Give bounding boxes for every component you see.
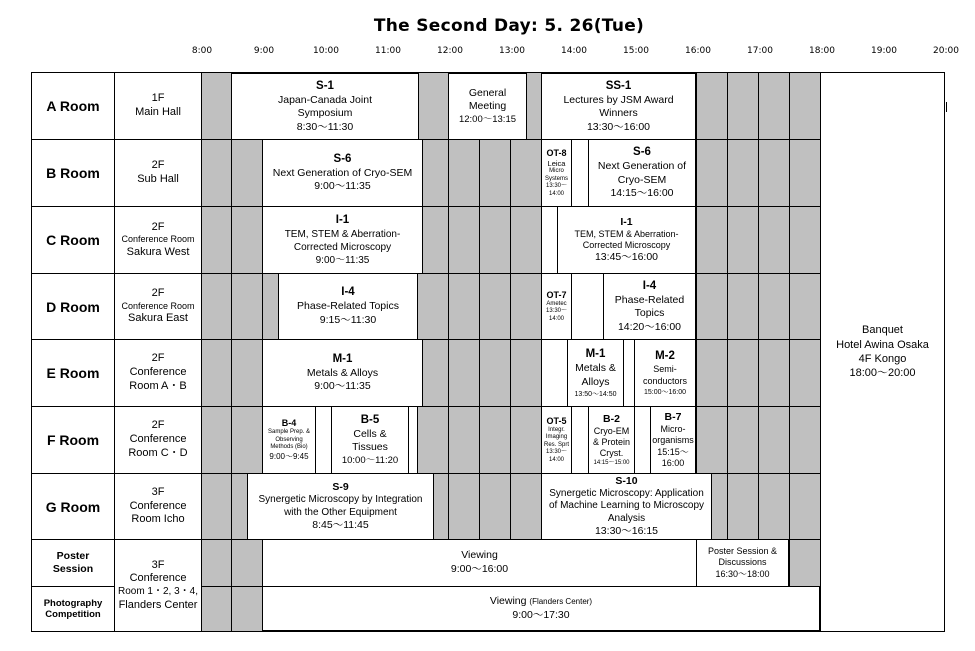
session-title: Micro- (660, 424, 686, 435)
session-c-i1-morning[interactable] (262, 206, 423, 274)
hour-label: 15:00 (623, 46, 649, 56)
hour-label: 13:00 (499, 46, 525, 56)
session-time: 13:30～16:15 (594, 525, 659, 538)
session-title: Systems (544, 175, 568, 182)
col-divider (789, 73, 790, 631)
session-time: 13:45～16:00 (594, 251, 659, 264)
session-title: Sample Prep. & (267, 429, 311, 436)
location-label: Flanders Center (118, 598, 198, 611)
session-time: 9:00～16:00 (450, 563, 509, 575)
session-code: I-1 (335, 214, 350, 227)
session-title: Cryo-SEM (617, 173, 667, 186)
session-title: with the Other Equipment (284, 506, 397, 518)
location-label: Room C・D (128, 446, 188, 459)
floor-label: 2F (151, 419, 165, 432)
session-time: 14:15～15:00 (593, 459, 630, 466)
session-title: Meeting (468, 100, 507, 113)
session-title: conductors (642, 375, 688, 386)
location-label: Conference (129, 572, 187, 585)
session-code: S-6 (333, 152, 352, 165)
session-code: I-4 (341, 286, 355, 299)
hour-label: 12:00 (437, 46, 463, 56)
location-label: Conference (129, 366, 187, 379)
col-divider (201, 73, 202, 631)
session-f-b7[interactable] (650, 406, 696, 474)
session-time: 13:30～ (545, 308, 567, 315)
session-code: S-10 (615, 474, 638, 487)
session-time: 10:00～11:20 (341, 454, 399, 466)
room-location (115, 407, 201, 473)
page-title: The Second Day: 5. 26(Tue) (373, 16, 645, 36)
session-d-i4-morning[interactable] (278, 273, 418, 340)
session-title: Leica (547, 158, 566, 168)
location-label: Sakura East (128, 312, 188, 325)
hour-label: 18:00 (809, 46, 835, 56)
session-time: 14:00 (548, 456, 564, 463)
session-title: Alloys (581, 375, 610, 388)
session-f-b4[interactable] (262, 406, 316, 474)
session-b-s6-morning[interactable] (262, 139, 423, 207)
photography-viewing[interactable] (262, 586, 820, 631)
session-title: Phase-Related Topics (297, 300, 399, 313)
session-title: Cells & (353, 427, 387, 440)
session-title: Cryo-EM (593, 425, 630, 436)
session-code: S-9 (332, 480, 349, 493)
session-time: 14:00 (548, 315, 564, 322)
session-title: Cryst. (599, 448, 624, 459)
session-title: Next Generation of Cryo-SEM (272, 166, 413, 179)
location-label: Conference (129, 499, 187, 512)
room-location (115, 540, 201, 631)
room-name: E Room (32, 340, 114, 406)
location-label: Main Hall (135, 106, 181, 118)
ruler-tick (946, 102, 947, 112)
location-label: Conference Room (121, 234, 195, 245)
hour-label: 20:00 (933, 46, 959, 56)
session-title: TEM, STEM & Aberration- (284, 228, 401, 240)
session-title: Micro (549, 168, 564, 175)
session-title: Japan-Canada Joint (278, 93, 372, 106)
session-title: Res. Sprt (543, 441, 569, 448)
floor-label: 2F (151, 159, 165, 172)
session-title: Integr. (548, 426, 565, 433)
session-f-b2[interactable] (588, 406, 635, 474)
session-time: 15:00～16:00 (643, 388, 687, 396)
session-title: Viewing (461, 549, 498, 562)
time-axis (0, 40, 975, 74)
room-name: G Room (32, 474, 114, 539)
session-code: M-1 (332, 352, 353, 365)
col-divider (231, 73, 232, 631)
session-code: B-4 (281, 418, 297, 429)
room-location (115, 274, 201, 339)
session-d-ot7[interactable] (541, 273, 572, 340)
poster-viewing[interactable] (262, 539, 697, 587)
session-time: 13:50～14:50 (574, 390, 617, 398)
session-time: 8:45～11:45 (312, 519, 369, 531)
gray-band-early (202, 73, 231, 631)
session-code: S-6 (633, 146, 651, 159)
session-time: 13:30～ (545, 449, 567, 456)
floor-label: 2F (151, 220, 165, 233)
location-label: Sakura West (126, 245, 190, 258)
room-name: F Room (32, 407, 114, 473)
session-title: & Protein (592, 437, 631, 448)
room-name: B Room (32, 140, 114, 206)
session-time: 9:00～17:30 (512, 608, 570, 621)
location-label: Conference Room (121, 300, 195, 311)
session-code: OT-7 (546, 289, 567, 300)
session-time: 9:15～11:30 (319, 313, 377, 326)
room-name: Poster Session (32, 540, 114, 586)
session-b-ot8[interactable] (541, 139, 572, 207)
session-time: 9:00～9:45 (269, 451, 309, 461)
room-location (115, 340, 201, 406)
hour-label: 14:00 (561, 46, 587, 56)
banquet-title: Banquet (862, 324, 903, 337)
location-label: Room A・B (129, 379, 187, 392)
session-title: Symposium (297, 107, 353, 120)
session-title: Imaging (545, 434, 568, 441)
hour-label: 16:00 (685, 46, 711, 56)
session-g-s9[interactable] (247, 473, 434, 540)
session-e-m2[interactable] (634, 339, 696, 407)
hour-label: 17:00 (747, 46, 773, 56)
session-time: 14:00 (548, 190, 564, 197)
session-title: General (468, 86, 507, 99)
location-label: Room 1・2, 3・4, (117, 586, 199, 598)
hour-label: 9:00 (253, 46, 275, 56)
session-code: SS-1 (605, 79, 632, 92)
session-title: Semi- (653, 364, 677, 375)
banquet-room: 4F Kongo (858, 353, 907, 365)
session-time: 13:30～16:00 (586, 120, 651, 133)
session-title: Synergetic Microscopy by Integration (258, 494, 423, 505)
session-f-b5[interactable] (331, 406, 409, 474)
session-time: 14:15～16:00 (610, 187, 674, 200)
banquet[interactable] (820, 73, 944, 631)
hour-label: 19:00 (871, 46, 897, 56)
room-location (115, 140, 201, 206)
room-location (115, 474, 201, 539)
hour-label: 8:00 (191, 46, 213, 56)
session-title: Methods (Bio) (270, 444, 308, 451)
session-time: 8:30～11:30 (296, 120, 354, 133)
room-name: A Room (32, 73, 114, 139)
session-a-s1[interactable] (231, 73, 419, 140)
session-code: I-1 (620, 215, 633, 228)
room-location (115, 73, 201, 139)
session-time: 9:00～11:35 (315, 254, 370, 266)
session-time: 16:00 (661, 457, 685, 468)
session-title: Discussions (718, 557, 767, 568)
session-title: Analysis (607, 512, 646, 524)
location-label: Conference (129, 433, 187, 446)
session-time: 16:30～18:00 (715, 568, 770, 579)
session-title: Synergetic Microscopy: Application (549, 487, 704, 499)
session-time: 15:15～ (657, 446, 689, 457)
session-title: of Machine Learning to Microscopy (548, 500, 705, 512)
session-title: Tissues (352, 441, 388, 454)
location-label: Room Icho (131, 513, 185, 526)
session-time: 9:00～11:35 (314, 180, 371, 193)
session-time: 14:20～16:00 (617, 320, 682, 333)
session-code: M-1 (585, 348, 606, 361)
session-note: (Flanders Center) (529, 596, 593, 606)
floor-label: 3F (151, 558, 165, 571)
session-g-s10[interactable] (541, 473, 712, 540)
session-a-general-meeting[interactable] (448, 73, 527, 140)
session-code: OT-8 (546, 147, 567, 158)
session-title: Corrected Microscopy (293, 241, 392, 253)
session-title: Ametec (546, 300, 567, 307)
room-name: D Room (32, 274, 114, 339)
session-title: Next Generation of (597, 160, 687, 172)
room-name: Photography Competition (32, 587, 114, 631)
session-d-i4-afternoon[interactable] (603, 273, 696, 340)
session-a-ss1[interactable] (541, 73, 696, 140)
session-title: organisms (652, 435, 694, 446)
session-title: Phase-Related (614, 293, 685, 306)
session-code: S-1 (316, 79, 334, 92)
session-title: Metals & Alloys (306, 366, 379, 379)
session-b-s6-afternoon[interactable] (588, 139, 696, 207)
session-title: Winners (599, 107, 638, 120)
session-code: B-2 (603, 412, 620, 425)
room-name: C Room (32, 207, 114, 273)
session-code: B-5 (360, 413, 380, 426)
session-time: 9:00～11:35 (314, 380, 371, 393)
floor-label: 1F (151, 92, 165, 105)
hour-label: 10:00 (313, 46, 339, 56)
session-title: Metals & (575, 362, 616, 375)
session-time: 13:30～ (545, 183, 567, 190)
session-title: TEM, STEM & Aberration- (574, 228, 679, 239)
floor-label: 2F (151, 352, 165, 365)
floor-label: 3F (151, 485, 165, 498)
floor-label: 2F (151, 287, 165, 300)
session-code: I-4 (642, 279, 657, 292)
session-e-m1-afternoon[interactable] (567, 339, 624, 407)
poster-discussions[interactable] (696, 539, 789, 587)
session-title: Lectures by JSM Award (563, 93, 674, 106)
session-code: OT-5 (546, 415, 567, 426)
room-location (115, 207, 201, 273)
session-title: Viewing (489, 594, 527, 607)
session-code: M-2 (655, 350, 675, 363)
session-title: Topics (634, 307, 665, 320)
session-title: Poster Session & (707, 546, 778, 557)
session-code: B-7 (664, 410, 682, 423)
session-f-ot5[interactable] (541, 406, 572, 474)
session-time: 12:00～13:15 (458, 113, 517, 125)
session-c-i1-afternoon[interactable] (557, 206, 696, 274)
hour-label: 11:00 (375, 46, 401, 56)
banquet-time: 18:00～20:00 (849, 367, 916, 380)
location-label: Sub Hall (137, 173, 179, 185)
banquet-venue: Hotel Awina Osaka (836, 338, 929, 351)
session-title: Observing (275, 436, 303, 443)
schedule-grid (31, 72, 945, 632)
session-e-m1-morning[interactable] (262, 339, 423, 407)
session-title: Corrected Microscopy (582, 240, 671, 250)
